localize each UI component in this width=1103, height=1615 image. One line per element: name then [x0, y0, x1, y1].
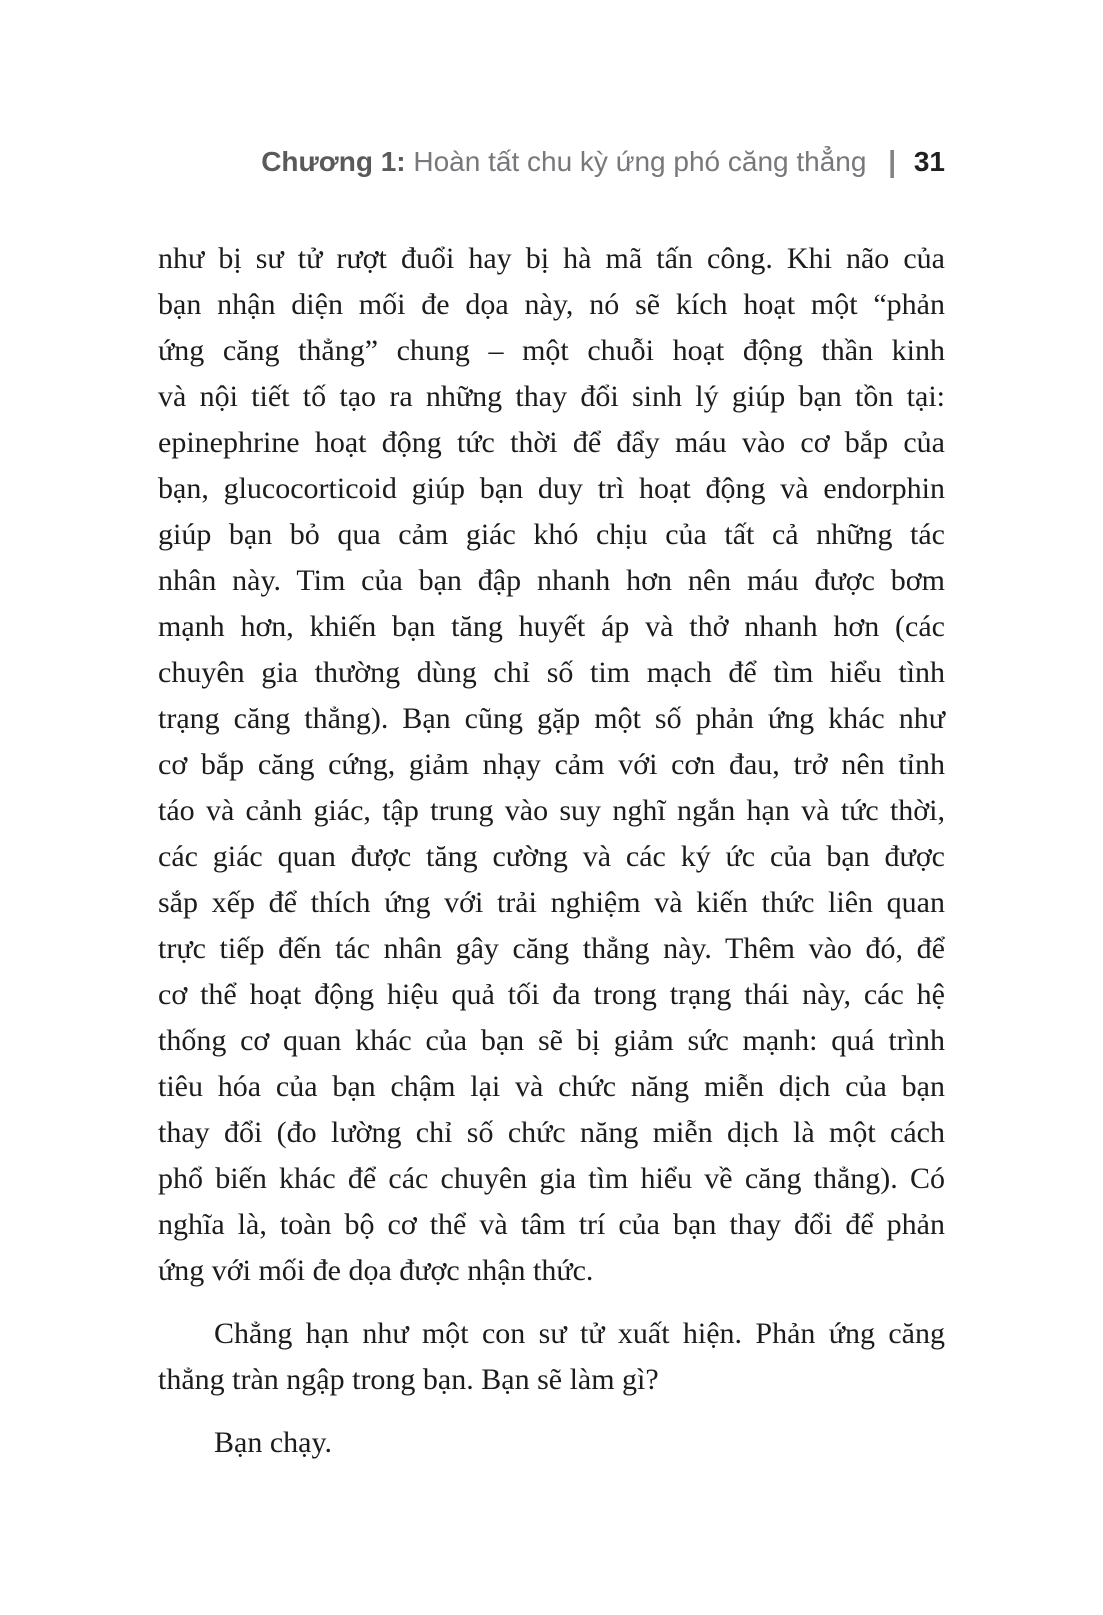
chapter-title: Hoàn tất chu kỳ ứng phó căng thẳng	[413, 146, 867, 177]
paragraph	[158, 1420, 945, 1466]
text-line: bạn nhận diện mối đe dọa này, nó sẽ kích hoạt một “phản	[158, 288, 945, 321]
text-line: các giác quan được tăng cường và các ký ức của bạn được	[158, 840, 945, 873]
text-line: tiêu hóa của bạn chậm lại và chức năng miễn dịch của bạn	[158, 1070, 945, 1103]
body-text	[158, 236, 945, 1466]
text-line: Chẳng hạn như một con sư tử xuất hiện. Phản ứng căng	[214, 1317, 945, 1350]
chapter-label: Chương 1:	[261, 146, 406, 177]
text-line: nghĩa là, toàn bộ cơ thể và tâm trí của bạn thay đổi để phản	[158, 1208, 945, 1241]
header-separator-bar: |	[888, 145, 897, 178]
text-line: cơ bắp căng cứng, giảm nhạy cảm với cơn đau, trở nên tỉnh	[158, 748, 945, 781]
text-line: cơ thể hoạt động hiệu quả tối đa trong trạng thái này, các hệ	[158, 978, 945, 1011]
paragraph	[158, 1311, 945, 1403]
text-line: epinephrine hoạt động tức thời để đẩy máu vào cơ bắp của	[158, 426, 945, 459]
paragraph	[158, 236, 945, 1294]
text-line: ứng với mối đe dọa được nhận thức.	[158, 1254, 594, 1287]
text-line: và nội tiết tố tạo ra những thay đổi sinh lý giúp bạn tồn tại:	[158, 380, 945, 413]
text-line: trạng căng thẳng). Bạn cũng gặp một số phản ứng khác như	[158, 702, 945, 735]
text-line: ứng căng thẳng” chung – một chuỗi hoạt động thần kinh	[158, 334, 945, 367]
text-line: giúp bạn bỏ qua cảm giác khó chịu của tất cả những tác	[158, 518, 945, 551]
page-number: 31	[913, 146, 945, 177]
text-line: táo và cảnh giác, tập trung vào suy nghĩ ngắn hạn và tức thời,	[158, 794, 945, 827]
text-line: thẳng tràn ngập trong bạn. Bạn sẽ làm gì?	[158, 1363, 659, 1396]
running-header	[158, 144, 945, 180]
text-line: Bạn chạy.	[214, 1426, 333, 1459]
text-line: nhân này. Tim của bạn đập nhanh hơn nên máu được bơm	[158, 564, 945, 597]
text-line: sắp xếp để thích ứng với trải nghiệm và kiến thức liên quan	[158, 886, 945, 919]
text-line: bạn, glucocorticoid giúp bạn duy trì hoạt động và endorphin	[158, 472, 945, 505]
text-line: chuyên gia thường dùng chỉ số tim mạch để tìm hiểu tình	[158, 656, 945, 689]
text-line: phổ biến khác để các chuyên gia tìm hiểu về căng thẳng). Có	[158, 1162, 945, 1195]
text-line: trực tiếp đến tác nhân gây căng thẳng này. Thêm vào đó, để	[158, 932, 945, 965]
text-line: thay đổi (đo lường chỉ số chức năng miễn dịch là một cách	[158, 1116, 945, 1149]
text-line: mạnh hơn, khiến bạn tăng huyết áp và thở nhanh hơn (các	[158, 610, 945, 643]
text-line: thống cơ quan khác của bạn sẽ bị giảm sức mạnh: quá trình	[158, 1024, 945, 1057]
text-line: như bị sư tử rượt đuổi hay bị hà mã tấn công. Khi não của	[158, 242, 945, 275]
